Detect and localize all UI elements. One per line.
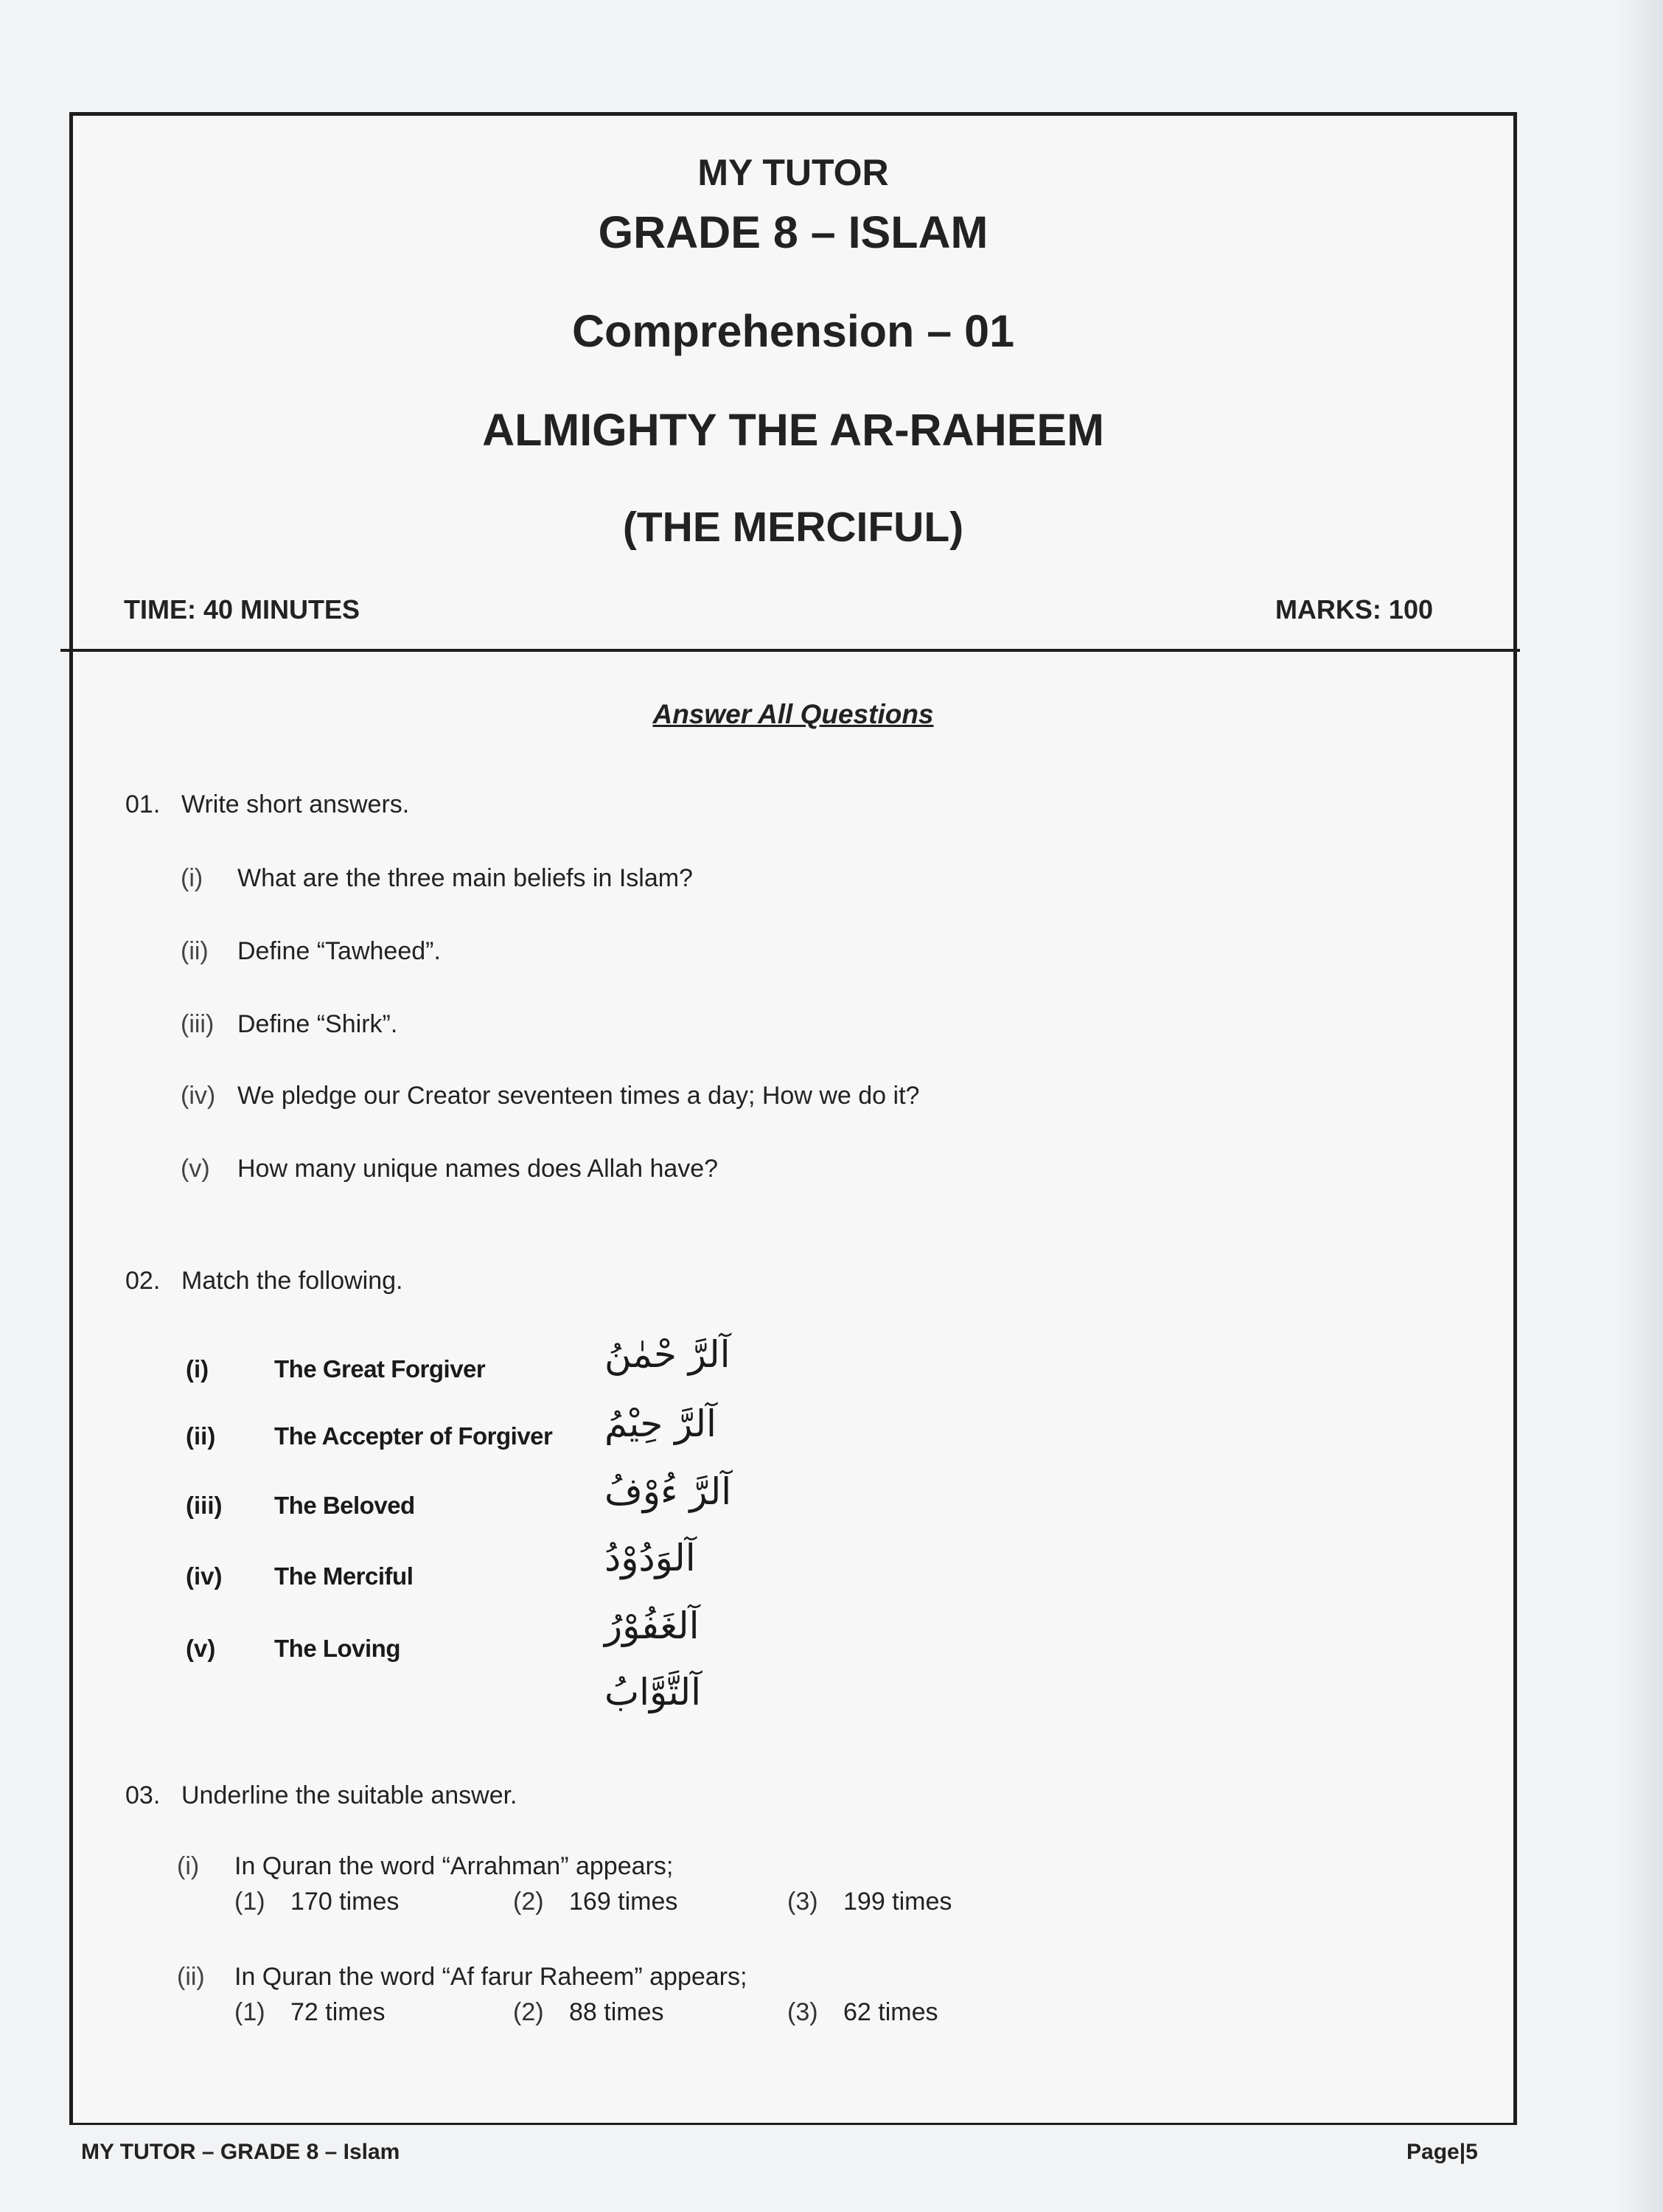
match-item-number: (iv) — [186, 1562, 223, 1590]
option-text: 72 times — [290, 1998, 386, 2026]
question-3 — [125, 1781, 517, 1810]
match-item-number: (v) — [186, 1635, 216, 1662]
page-number: Page|5 — [1406, 2140, 1478, 2164]
answer-option[interactable] — [787, 1998, 938, 2027]
list-item-number: (iii) — [181, 1010, 215, 1038]
grade-title: GRADE 8 – ISLAM — [598, 207, 989, 257]
question-2 — [125, 1267, 403, 1295]
topic-title: ALMIGHTY THE AR-RAHEEM — [482, 405, 1104, 455]
match-item-text: The Accepter of Forgiver — [274, 1422, 553, 1450]
option-number: (1) — [234, 1888, 265, 1916]
list-item-text: Define “Tawheed”. — [237, 937, 441, 965]
match-item-text: The Merciful — [274, 1562, 414, 1590]
arabic-name: آلرَّ ءُوْفُ — [604, 1470, 732, 1513]
question-1 — [125, 790, 409, 819]
list-item-number: (ii) — [177, 1963, 205, 1991]
marks-label: MARKS: 100 — [1275, 594, 1433, 625]
answer-option[interactable] — [513, 1998, 664, 2027]
arabic-name: آلتَّوَّابُ — [604, 1671, 702, 1714]
option-text: 62 times — [843, 1998, 938, 2026]
list-item-text: In Quran the word “Af farur Raheem” appears; — [234, 1963, 747, 1991]
option-text: 169 times — [569, 1888, 678, 1916]
option-text: 88 times — [569, 1998, 664, 2026]
question-number: 02. — [125, 1267, 161, 1295]
answer-option[interactable] — [513, 1888, 677, 1916]
paper-title: Comprehension – 01 — [572, 306, 1014, 356]
option-number: (3) — [787, 1998, 818, 2026]
header-divider — [60, 649, 1520, 652]
answer-option[interactable] — [234, 1998, 386, 2027]
match-item-number: (iii) — [186, 1492, 223, 1519]
question-number: 03. — [125, 1781, 161, 1809]
question-prompt: Match the following. — [181, 1267, 403, 1295]
list-item-text: What are the three main beliefs in Islam? — [237, 864, 693, 892]
question-prompt: Write short answers. — [181, 790, 410, 818]
match-item-text: The Beloved — [274, 1492, 415, 1519]
instruction-heading: Answer All Questions — [652, 699, 934, 729]
list-item-number: (iv) — [181, 1082, 216, 1110]
match-item-number: (i) — [186, 1355, 209, 1382]
match-item-number: (ii) — [186, 1422, 216, 1450]
list-item-text: We pledge our Creator seventeen times a day; How we do it? — [237, 1082, 920, 1110]
arabic-name: آلرَّ حِيْمُ — [604, 1402, 717, 1445]
org-title: MY TUTOR — [697, 152, 889, 193]
footer-title: MY TUTOR – GRADE 8 – Islam — [81, 2140, 400, 2164]
question-number: 01. — [125, 790, 161, 818]
question-prompt: Underline the suitable answer. — [181, 1781, 517, 1809]
time-label: TIME: 40 MINUTES — [124, 594, 360, 625]
arabic-name: آلرَّ حْمٰنُ — [604, 1333, 731, 1376]
list-item-text: Define “Shirk”. — [237, 1010, 398, 1038]
option-number: (2) — [513, 1888, 544, 1916]
list-item-number: (i) — [181, 864, 203, 892]
page-edge-shadow — [1619, 0, 1663, 2212]
list-item-text: How many unique names does Allah have? — [237, 1155, 719, 1183]
option-text: 170 times — [290, 1888, 400, 1916]
answer-option[interactable] — [787, 1888, 952, 1916]
list-item-number: (v) — [181, 1155, 210, 1183]
answer-option[interactable] — [234, 1888, 399, 1916]
option-number: (3) — [787, 1888, 818, 1916]
match-item-text: The Loving — [274, 1635, 400, 1662]
option-text: 199 times — [843, 1888, 952, 1916]
arabic-name: آلوَدُوْدُ — [604, 1537, 696, 1579]
match-item-text: The Great Forgiver — [274, 1355, 486, 1382]
list-item-number: (i) — [177, 1852, 200, 1880]
list-item-text: In Quran the word “Arrahman” appears; — [234, 1852, 674, 1880]
arabic-name: آلغَفُوْرُ — [604, 1604, 700, 1647]
topic-subtitle: (THE MERCIFUL) — [622, 504, 964, 551]
list-item-number: (ii) — [181, 937, 209, 965]
option-number: (2) — [513, 1998, 544, 2026]
option-number: (1) — [234, 1998, 265, 2026]
